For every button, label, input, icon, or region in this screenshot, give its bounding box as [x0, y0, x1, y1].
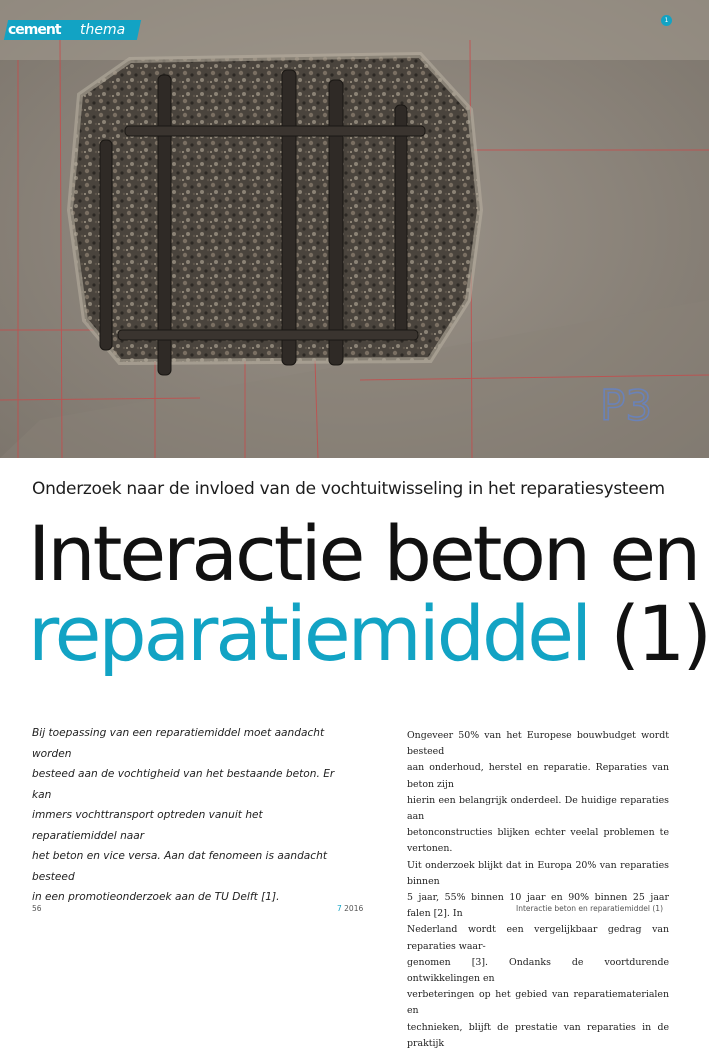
- lead-paragraph: [32, 723, 350, 908]
- body-line: hierin een belangrijk onderdeel. De huidige reparaties aan: [407, 794, 669, 823]
- footer-running-title: Interactie beton en reparatiemiddel (1): [516, 904, 663, 913]
- lead-line: Bij toepassing van een reparatiemiddel moet aandacht worden: [32, 727, 325, 760]
- section-label: thema: [80, 22, 126, 38]
- lead-line: immers vochttransport optreden vanuit het reparatiemiddel naar: [32, 809, 263, 842]
- body-line: Uit onderzoek blijkt dat in Europa 20% van reparaties binnen: [407, 859, 669, 887]
- body-line: genomen [3]. Ondanks de voortdurende ontwikkelingen en: [407, 956, 669, 985]
- article-subtitle: Onderzoek naar de invloed van de vochtuitwisseling in het reparatiesysteem: [32, 479, 665, 499]
- page-marker-badge: 1: [661, 15, 672, 26]
- title-number: (1): [589, 589, 709, 678]
- brand-logo: cement: [8, 22, 61, 38]
- body-line: aan onderhoud, herstel en reparatie. Reparaties van beton zijn: [407, 762, 669, 790]
- photo-marking-text: P3: [600, 381, 653, 430]
- footer-issue: [337, 904, 363, 913]
- lead-line: in een promotieonderzoek aan de TU Delft [1].: [32, 891, 280, 903]
- footer-issue-year: 2016: [341, 904, 364, 913]
- footer-page-number: 56: [32, 904, 42, 913]
- body-line: Ongeveer 50% van het Europese bouwbudget wordt besteed: [407, 730, 669, 758]
- body-line: 5 jaar, 55% binnen 10 jaar en 90% binnen 25 jaar falen [2]. In: [407, 892, 669, 920]
- body-line: Nederland wordt een vergelijkbaar gedrag van reparaties waar-: [407, 924, 669, 952]
- article-title: [28, 509, 709, 678]
- title-line-1: Interactie beton en: [28, 509, 699, 598]
- cover-photo: [0, 0, 709, 458]
- body-line: verbeteringen op het gebied van reparatiematerialen en: [407, 989, 669, 1017]
- title-line-2: [28, 589, 709, 678]
- body-text: [407, 728, 669, 1052]
- body-line: betonconstructies blijken echter veelal problemen te vertonen.: [407, 827, 669, 855]
- body-line: technieken, blijft de prestatie van reparaties in de praktijk: [407, 1021, 669, 1049]
- title-accent-word: reparatiemiddel: [28, 589, 590, 678]
- footer-issue-number: 7: [337, 904, 342, 913]
- concrete-repair-rebar-photo: [0, 0, 709, 458]
- lead-line: het beton en vice versa. Aan dat fenomeen is aandacht besteed: [32, 850, 327, 883]
- lead-line: besteed aan de vochtigheid van het bestaande beton. Er kan: [32, 768, 335, 801]
